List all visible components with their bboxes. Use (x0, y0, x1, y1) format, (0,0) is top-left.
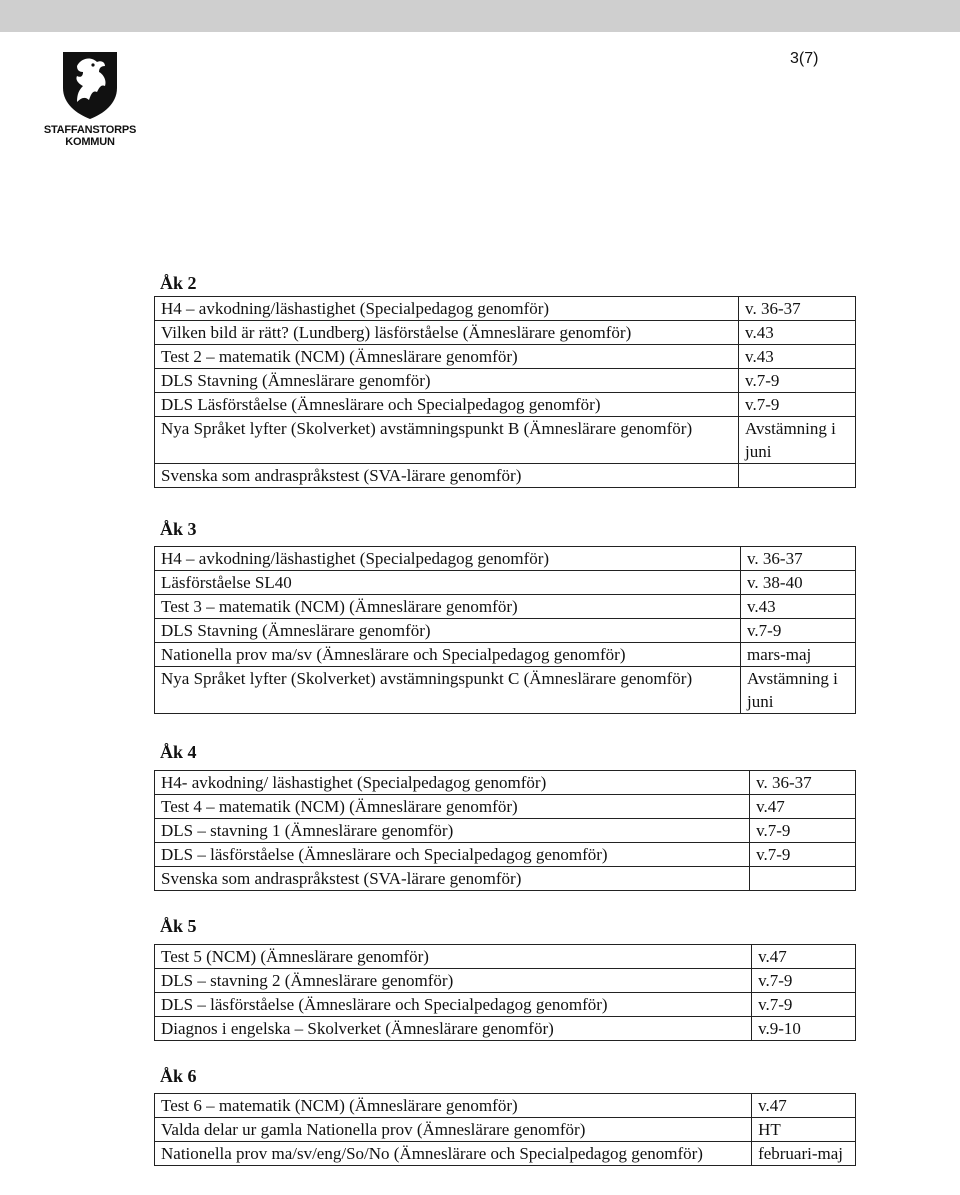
test-name-cell: H4 – avkodning/läshastighet (Specialpedagog genomför) (155, 297, 739, 321)
test-name-cell: H4 – avkodning/läshastighet (Specialpedagog genomför) (155, 547, 741, 571)
table-row (155, 819, 856, 843)
test-week-cell: v.47 (752, 945, 856, 969)
test-week-cell: v. 36-37 (750, 771, 856, 795)
test-week-cell: v.7-9 (752, 993, 856, 1017)
table-row (155, 571, 856, 595)
table-row (155, 345, 856, 369)
section-heading: Åk 6 (160, 1066, 197, 1086)
test-name-cell: DLS Läsförståelse (Ämneslärare och Specialpedagog genomför) (155, 393, 739, 417)
test-week-cell (739, 464, 856, 488)
test-name-cell: Nya Språket lyfter (Skolverket) avstämningspunkt B (Ämneslärare genomför) (155, 417, 739, 464)
table-row (155, 297, 856, 321)
section-heading: Åk 5 (160, 916, 197, 936)
test-name-cell: Test 4 – matematik (NCM) (Ämneslärare genomför) (155, 795, 750, 819)
table-row (155, 595, 856, 619)
test-name-cell: DLS Stavning (Ämneslärare genomför) (155, 369, 739, 393)
table-row (155, 843, 856, 867)
test-week-cell: Avstämning i juni (741, 667, 856, 714)
test-week-cell: v. 36-37 (741, 547, 856, 571)
test-week-cell: mars-maj (741, 643, 856, 667)
test-name-cell: Diagnos i engelska – Skolverket (Ämneslärare genomför) (155, 1017, 752, 1041)
test-name-cell: Nya Språket lyfter (Skolverket) avstämningspunkt C (Ämneslärare genomför) (155, 667, 741, 714)
test-week-cell: v.7-9 (741, 619, 856, 643)
test-name-cell: Svenska som andraspråkstest (SVA-lärare genomför) (155, 867, 750, 891)
table-row (155, 1142, 856, 1166)
test-week-cell: v. 38-40 (741, 571, 856, 595)
test-week-cell: v. 36-37 (739, 297, 856, 321)
test-week-cell: v.43 (739, 321, 856, 345)
schedule-table-grade-5 (154, 944, 856, 1041)
table-row (155, 464, 856, 488)
table-row (155, 969, 856, 993)
test-name-cell: Nationella prov ma/sv/eng/So/No (Ämneslärare och Specialpedagog genomför) (155, 1142, 752, 1166)
table-row (155, 643, 856, 667)
test-name-cell: Test 3 – matematik (NCM) (Ämneslärare genomför) (155, 595, 741, 619)
test-name-cell: DLS – läsförståelse (Ämneslärare och Specialpedagog genomför) (155, 843, 750, 867)
test-week-cell: v.7-9 (739, 369, 856, 393)
table-row (155, 867, 856, 891)
test-name-cell: Test 2 – matematik (NCM) (Ämneslärare genomför) (155, 345, 739, 369)
table-row (155, 619, 856, 643)
section-heading: Åk 2 (160, 273, 197, 293)
test-week-cell: v.7-9 (752, 969, 856, 993)
test-week-cell: v.47 (752, 1094, 856, 1118)
table-row (155, 417, 856, 464)
table-row (155, 667, 856, 714)
viewer-toolbar (0, 0, 960, 32)
test-week-cell: v.9-10 (752, 1017, 856, 1041)
table-row (155, 1118, 856, 1142)
test-week-cell: HT (752, 1118, 856, 1142)
schedule-table-grade-6 (154, 1093, 856, 1166)
test-name-cell: Svenska som andraspråkstest (SVA-lärare genomför) (155, 464, 739, 488)
griffin-crest-icon (59, 50, 121, 120)
test-week-cell: v.7-9 (750, 843, 856, 867)
test-week-cell: v.7-9 (750, 819, 856, 843)
table-row (155, 771, 856, 795)
table-row (155, 369, 856, 393)
table-row (155, 393, 856, 417)
table-row (155, 1017, 856, 1041)
test-name-cell: DLS Stavning (Ämneslärare genomför) (155, 619, 741, 643)
table-row (155, 321, 856, 345)
test-name-cell: Test 5 (NCM) (Ämneslärare genomför) (155, 945, 752, 969)
schedule-table-grade-4 (154, 770, 856, 891)
schedule-table-grade-2 (154, 296, 856, 488)
test-week-cell: v.43 (739, 345, 856, 369)
logo-text-line1: STAFFANSTORPS (43, 124, 137, 136)
test-name-cell: Test 6 – matematik (NCM) (Ämneslärare genomför) (155, 1094, 752, 1118)
test-name-cell: DLS – stavning 1 (Ämneslärare genomför) (155, 819, 750, 843)
table-row (155, 795, 856, 819)
test-name-cell: Läsförståelse SL40 (155, 571, 741, 595)
schedule-table-grade-3 (154, 546, 856, 714)
test-name-cell: Nationella prov ma/sv (Ämneslärare och Specialpedagog genomför) (155, 643, 741, 667)
test-week-cell: februari-maj (752, 1142, 856, 1166)
page-number: 3(7) (790, 50, 819, 67)
test-name-cell: H4- avkodning/ läshastighet (Specialpedagog genomför) (155, 771, 750, 795)
test-week-cell: v.43 (741, 595, 856, 619)
test-week-cell: v.7-9 (739, 393, 856, 417)
test-name-cell: DLS – stavning 2 (Ämneslärare genomför) (155, 969, 752, 993)
municipality-logo (38, 50, 142, 150)
test-week-cell: v.47 (750, 795, 856, 819)
logo-text-line2: KOMMUN (65, 136, 115, 148)
table-row (155, 945, 856, 969)
table-row (155, 547, 856, 571)
section-heading: Åk 4 (160, 742, 197, 762)
test-name-cell: Vilken bild är rätt? (Lundberg) läsförståelse (Ämneslärare genomför) (155, 321, 739, 345)
test-name-cell: Valda delar ur gamla Nationella prov (Ämneslärare genomför) (155, 1118, 752, 1142)
table-row (155, 1094, 856, 1118)
test-week-cell: Avstämning i juni (739, 417, 856, 464)
test-name-cell: DLS – läsförståelse (Ämneslärare och Specialpedagog genomför) (155, 993, 752, 1017)
section-heading: Åk 3 (160, 519, 197, 539)
test-week-cell (750, 867, 856, 891)
table-row (155, 993, 856, 1017)
